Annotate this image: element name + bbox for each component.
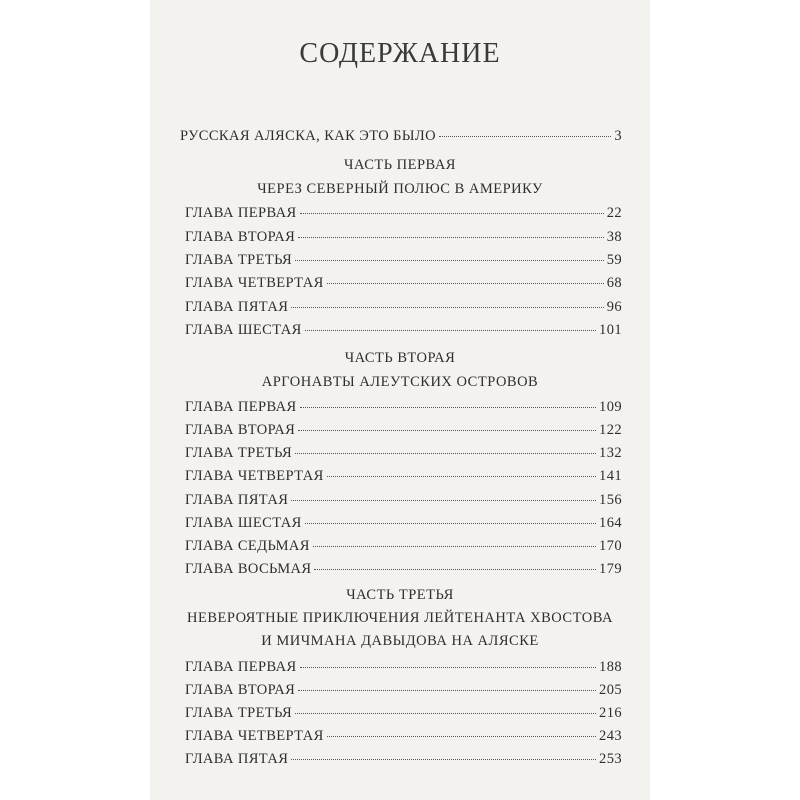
toc-intro-entry xyxy=(180,128,622,145)
entry-label: ГЛАВА ЧЕТВЕРТАЯ xyxy=(185,728,324,744)
entry-page-number: 170 xyxy=(599,538,622,554)
entry-label: ГЛАВА ТРЕТЬЯ xyxy=(185,705,293,721)
entry-label: ГЛАВА ШЕСТАЯ xyxy=(185,322,302,338)
toc-entry xyxy=(185,422,622,439)
entry-page-number: 141 xyxy=(599,468,622,484)
dot-leader xyxy=(291,759,596,760)
toc-entry xyxy=(185,682,622,699)
entry-page-number: 253 xyxy=(599,751,622,767)
toc-entry xyxy=(185,322,622,339)
dot-leader xyxy=(327,476,596,477)
part-2-title: ЧАСТЬ ВТОРАЯ xyxy=(344,350,456,366)
dot-leader xyxy=(314,569,596,570)
entry-page-number: 101 xyxy=(599,322,622,338)
entry-label: ГЛАВА ТРЕТЬЯ xyxy=(185,252,293,268)
toc-entry xyxy=(185,275,622,292)
part-2-heading: АРГОНАВТЫ АЛЕУТСКИХ ОСТРОВОВ xyxy=(261,374,539,390)
toc-entry xyxy=(185,705,622,722)
toc-entry xyxy=(185,229,622,246)
entry-page-number: 188 xyxy=(599,659,622,675)
entry-page-number: 156 xyxy=(599,492,622,508)
toc-entry xyxy=(185,399,622,416)
toc-entry xyxy=(185,659,622,676)
entry-page-number: 38 xyxy=(606,229,622,245)
entry-label: РУССКАЯ АЛЯСКА, КАК ЭТО БЫЛО xyxy=(180,128,437,144)
entry-page-number: 179 xyxy=(599,561,622,577)
toc-entry xyxy=(185,252,622,269)
entry-page-number: 122 xyxy=(599,422,622,438)
toc-entry xyxy=(185,468,622,485)
part-1-title: ЧАСТЬ ПЕРВАЯ xyxy=(344,157,456,173)
entry-page-number: 96 xyxy=(606,299,622,315)
entry-page-number: 164 xyxy=(599,515,622,531)
entry-label: ГЛАВА ПЕРВАЯ xyxy=(185,399,297,415)
page-title: СОДЕРЖАНИЕ xyxy=(299,38,501,69)
entry-label: ГЛАВА ПЯТАЯ xyxy=(185,492,289,508)
entry-label: ГЛАВА ПЕРВАЯ xyxy=(185,205,297,221)
toc-entry xyxy=(185,538,622,555)
entry-page-number: 132 xyxy=(599,445,622,461)
entry-label: ГЛАВА ТРЕТЬЯ xyxy=(185,445,293,461)
entry-label: ГЛАВА ВТОРАЯ xyxy=(185,229,296,245)
dot-leader xyxy=(298,237,603,238)
toc-entry xyxy=(185,728,622,745)
entry-label: ГЛАВА СЕДЬМАЯ xyxy=(185,538,310,554)
dot-leader xyxy=(295,713,596,714)
entry-page-number: 216 xyxy=(599,705,622,721)
dot-leader xyxy=(291,307,603,308)
entry-page-number: 68 xyxy=(606,275,622,291)
entry-page-number: 243 xyxy=(599,728,622,744)
entry-page-number: 22 xyxy=(606,205,622,221)
dot-leader xyxy=(300,213,604,214)
dot-leader xyxy=(300,407,597,408)
entry-label: ГЛАВА ШЕСТАЯ xyxy=(185,515,302,531)
part-3-heading-line-1: НЕВЕРОЯТНЫЕ ПРИКЛЮЧЕНИЯ ЛЕЙТЕНАНТА ХВОСТОВА xyxy=(187,610,613,626)
toc-entry xyxy=(185,515,622,532)
entry-page-number: 3 xyxy=(614,128,622,144)
entry-label: ГЛАВА ВТОРАЯ xyxy=(185,422,296,438)
entry-page-number: 109 xyxy=(599,399,622,415)
toc-entry xyxy=(185,205,622,222)
dot-leader xyxy=(313,546,596,547)
toc-entry xyxy=(185,299,622,316)
part-3-title: ЧАСТЬ ТРЕТЬЯ xyxy=(346,587,454,603)
toc-entry xyxy=(185,751,622,768)
book-page xyxy=(150,0,650,800)
dot-leader xyxy=(298,430,596,431)
toc-entry xyxy=(185,561,622,578)
dot-leader xyxy=(305,330,596,331)
entry-label: ГЛАВА ПЕРВАЯ xyxy=(185,659,297,675)
entry-label: ГЛАВА ВОСЬМАЯ xyxy=(185,561,312,577)
dot-leader xyxy=(327,736,596,737)
part-1-heading: ЧЕРЕЗ СЕВЕРНЫЙ ПОЛЮС В АМЕРИКУ xyxy=(257,181,543,197)
dot-leader xyxy=(305,523,596,524)
dot-leader xyxy=(327,283,604,284)
toc-entry xyxy=(185,445,622,462)
entry-label: ГЛАВА ПЯТАЯ xyxy=(185,751,289,767)
entry-label: ГЛАВА ЧЕТВЕРТАЯ xyxy=(185,275,324,291)
dot-leader xyxy=(439,136,611,137)
entry-label: ГЛАВА ВТОРАЯ xyxy=(185,682,296,698)
toc-entry xyxy=(185,492,622,509)
part-3-heading-line-2: И МИЧМАНА ДАВЫДОВА НА АЛЯСКЕ xyxy=(261,633,539,649)
entry-label: ГЛАВА ЧЕТВЕРТАЯ xyxy=(185,468,324,484)
dot-leader xyxy=(295,260,604,261)
entry-page-number: 59 xyxy=(606,252,622,268)
entry-label: ГЛАВА ПЯТАЯ xyxy=(185,299,289,315)
dot-leader xyxy=(295,453,596,454)
entry-page-number: 205 xyxy=(599,682,622,698)
dot-leader xyxy=(291,500,596,501)
dot-leader xyxy=(300,667,597,668)
dot-leader xyxy=(298,690,596,691)
